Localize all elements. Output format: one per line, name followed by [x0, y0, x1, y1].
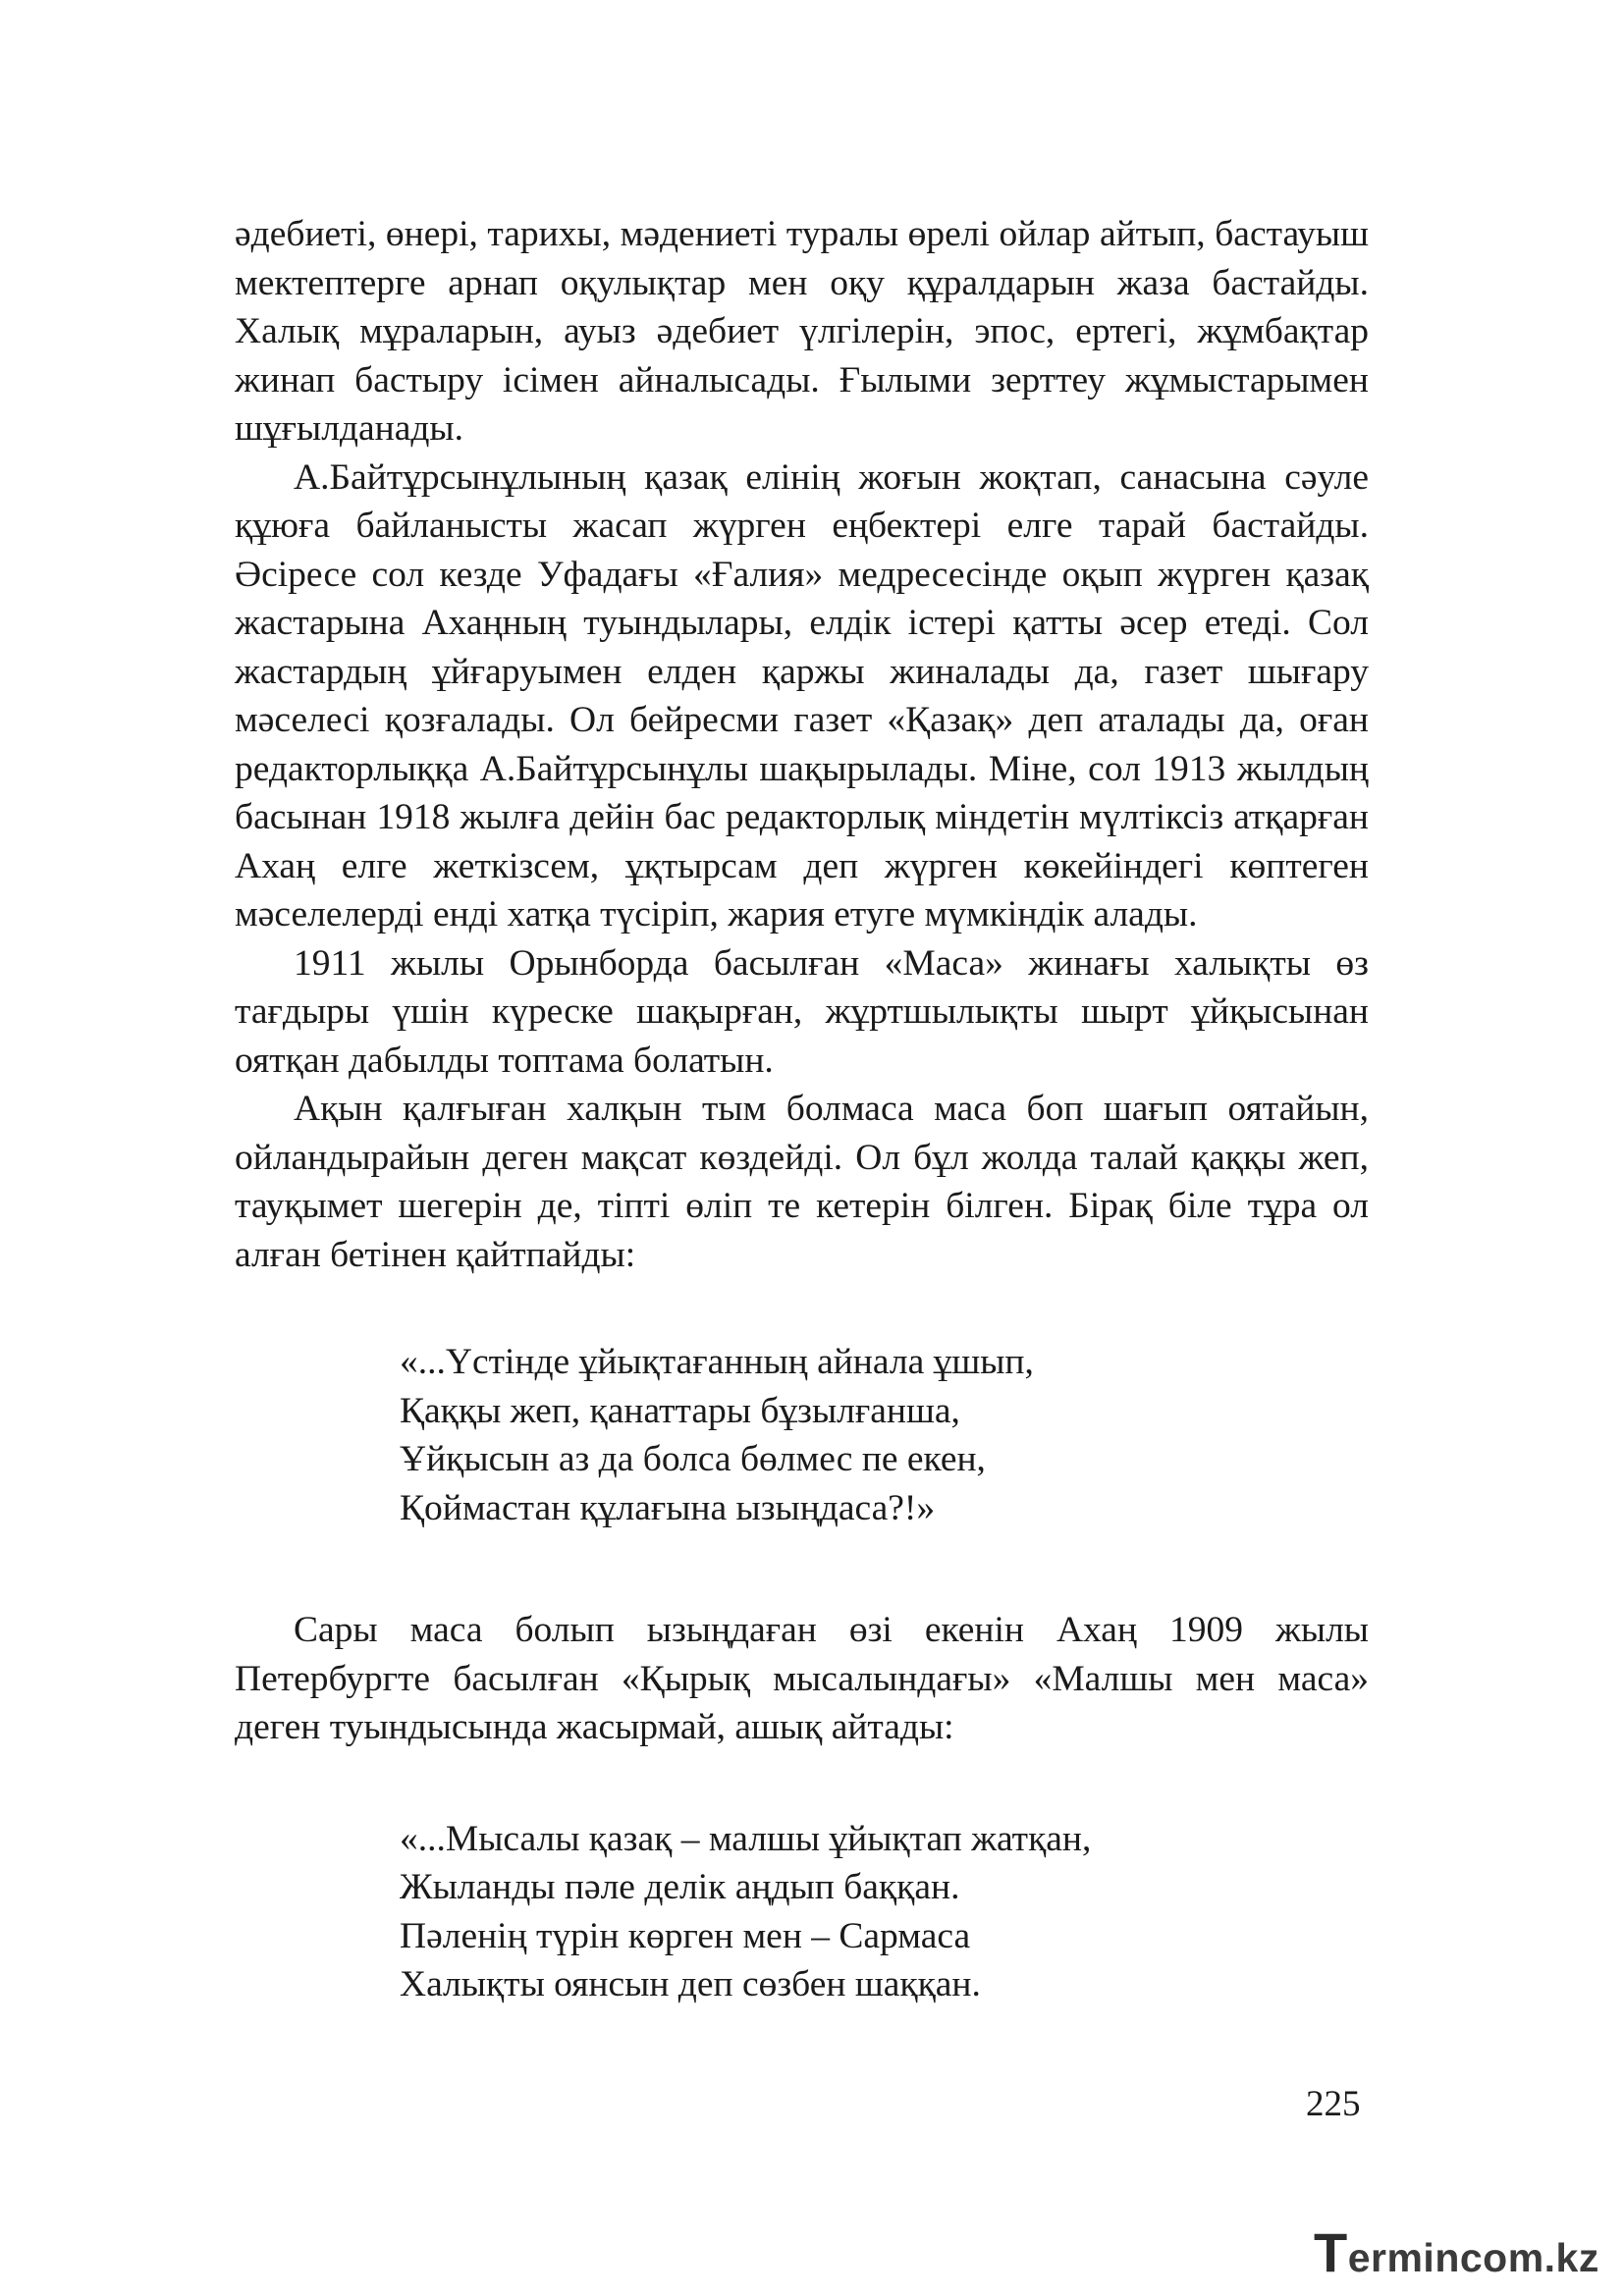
- paragraph-1: әдебиеті, өнері, тарихы, мәдениеті туралы өрелі ойлар айтып, бастауыш мектептерге арнап оқулықтар мен оқу құралдарын жаза бастайды. Халық мұраларын, ауыз әдебиет үлгілерін, эпос, ертегі, жұмбақтар жинап бастыру ісімен айналысады. Ғылыми зерттеу жұмыстарымен шұғылданады.: [235, 214, 1369, 449]
- poem-line: Қаққы жеп, қанаттары бұзылғанша,: [400, 1390, 960, 1431]
- poem-line: «...Мысалы қазақ – малшы ұйықтап жатқан,: [400, 1818, 1092, 1859]
- poem-line: «...Үстінде ұйықтағанның айнала ұшып,: [400, 1342, 1034, 1382]
- watermark-text: ermincom.kz: [1347, 2235, 1599, 2280]
- paragraph-4: Ақын қалғыған халқын тым болмаса маса боп шағып оятайын, ойландырайын деген мақсат көздейді. Ол бұл жолда талай қаққы жеп, тауқымет шегерін де, тіпті өліп те кетерін білген. Бірақ біле тұра ол алған бетінен қайтпайды:: [235, 1089, 1369, 1275]
- page-number: 225: [1306, 2084, 1361, 2124]
- poem-line: Ұйқысын аз да болса бөлмес пе екен,: [400, 1439, 986, 1479]
- poem-line: Пәленің түрін көрген мен – Сармаса: [400, 1915, 971, 1956]
- page-body: [235, 210, 1369, 2009]
- site-watermark-logo: [1314, 2220, 1599, 2284]
- poem-quote-1: [400, 1338, 1369, 1532]
- poem-line: Жыланды пәле делік аңдып баққан.: [400, 1867, 960, 1907]
- paragraph-2: А.Байтұрсынұлының қазақ елінің жоғын жоқтап, санасына сәуле құюға байланысты жасап жүрген еңбектері елге тарай бастайды. Әсіресе сол кезде Уфадағы «Ғалия» медресесінде оқып жүрген қазақ жастарына Ахаңның туындылары, елдік істері қатты әсер етеді. Сол жастардың ұйғаруымен елден қаржы жиналады да, газет шығару мәселесі қозғалады. Ол бейресми газет «Қазақ» деп аталады да, оған редакторлыққа А.Байтұрсынұлы шақырылады. Міне, сол 1913 жылдың басынан 1918 жылға дейін бас редакторлық міндетін мүлтіксіз атқарған Ахаң елге жеткізсем, ұқтырсам деп жүрген көкейіндегі көптеген мәселелерді енді хатқа түсіріп, жария етуге мүмкіндік алады.: [235, 456, 1369, 934]
- poem-quote-2: [400, 1815, 1369, 2009]
- poem-line: Халықты оянсын деп сөзбен шаққан.: [400, 1964, 981, 2004]
- poem-line: Қоймастан құлағына ызыңдаса?!»: [400, 1487, 936, 1528]
- paragraph-3: 1911 жылы Орынборда басылған «Маса» жинағы халықты өз тағдыры үшін күреске шақырған, жұртшылықты шырт ұйқысынан оятқан дабылды топтама болатын.: [235, 942, 1369, 1081]
- watermark-initial: T: [1314, 2221, 1348, 2283]
- paragraph-5: Сары маса болып ызыңдаған өзі екенін Ахаң 1909 жылы Петербургте басылған «Қырық мысалындағы» «Малшы мен маса» деген туындысында жасырмай, ашық айтады:: [235, 1610, 1369, 1747]
